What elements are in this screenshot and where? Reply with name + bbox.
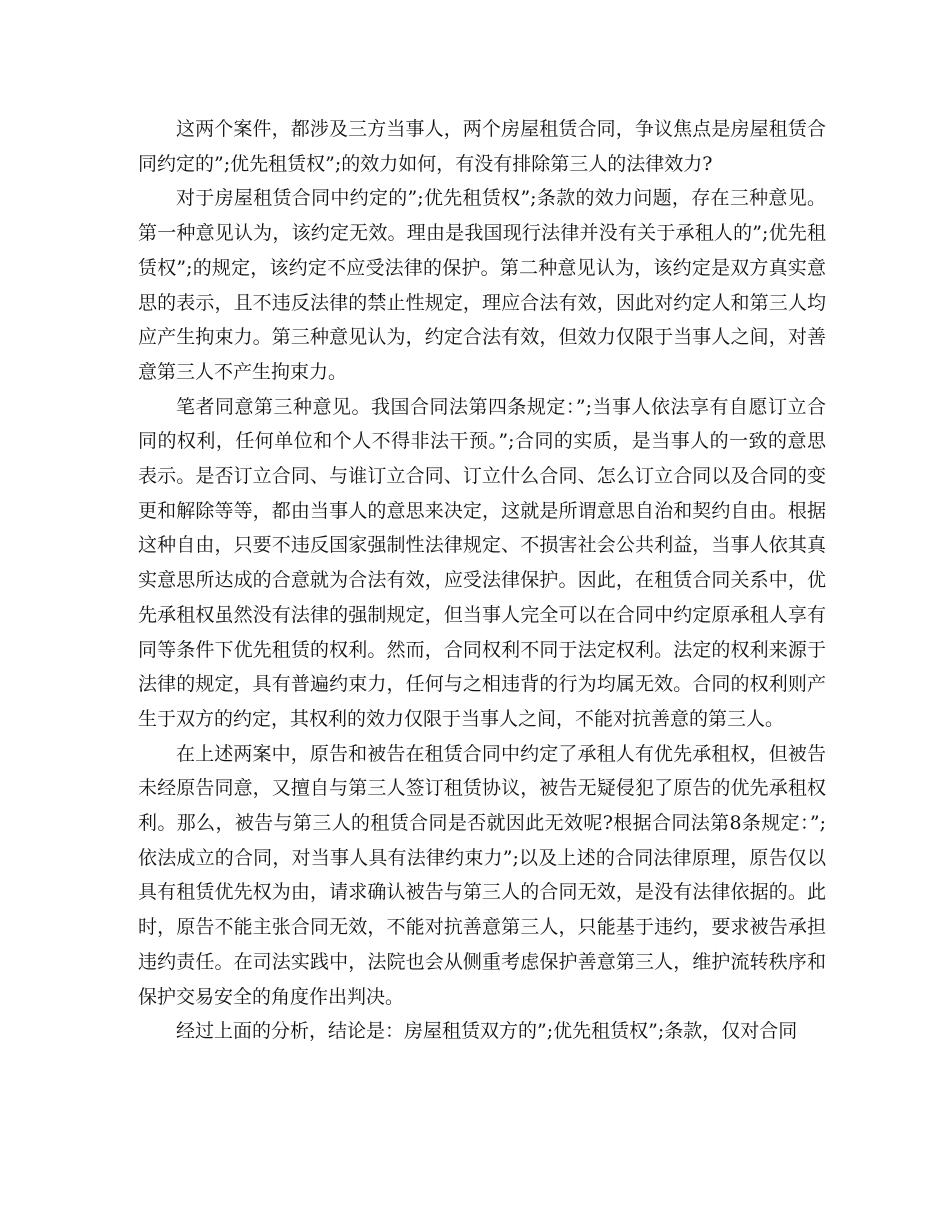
document-body: [138, 112, 826, 1049]
paragraph-conclusion: 经过上面的分析，结论是：房屋租赁双方的”;优先租赁权”;条款，仅对合同: [176, 1020, 798, 1043]
paragraph-case-analysis: 在上述两案中，原告和被告在租赁合同中约定了承租人有优先承租权，但被告未经原告同意，又擅自与第三人签订租赁协议，被告无疑侵犯了原告的优先承租权利。那么，被告与第三人的租赁合同是否就因此无效呢?根据合同法第8条规定：”;依法成立的合同，对当事人具有法律约束力”;以及上述的合同法律原理，原告仅以具有租赁优先权为由，请求确认被告与第三人的合同无效，是没有法律依据的。此时，原告不能主张合同无效，不能对抗善意第三人，只能基于违约，要求被告承担违约责任。在司法实践中，法院也会从侧重考虑保护善意第三人，维护流转秩序和保护交易安全的角度作出判决。: [138, 742, 826, 1008]
paragraph-case-question: 这两个案件，都涉及三方当事人，两个房屋租赁合同，争议焦点是房屋租赁合同约定的”;优先租赁权”;的效力如何，有没有排除第三人的法律效力?: [138, 118, 826, 175]
paragraph-author-view: 笔者同意第三种意见。我国合同法第四条规定：”;当事人依法享有自愿订立合同的权利，任何单位和个人不得非法干预。”;合同的实质，是当事人的一致的意思表示。是否订立合同、与谁订立合同、订立什么合同、怎么订立合同以及合同的变更和解除等等，都由当事人的意思来决定，这就是所谓意思自治和契约自由。根据这种自由，只要不违反国家强制性法律规定、不损害社会公共利益，当事人依其真实意思所达成的合意就为合法有效，应受法律保护。因此，在租赁合同关系中，优先承租权虽然没有法律的强制规定，但当事人完全可以在合同中约定原承租人享有同等条件下优先租赁的权利。然而，合同权利不同于法定权利。法定的权利来源于法律的规定，具有普遍约束力，任何与之相违背的行为均属无效。合同的权利则产生于双方的约定，其权利的效力仅限于当事人之间，不能对抗善意的第三人。: [138, 395, 826, 730]
paragraph-three-opinions: 对于房屋租赁合同中约定的”;优先租赁权”;条款的效力问题，存在三种意见。第一种意见认为，该约定无效。理由是我国现行法律并没有关于承租人的”;优先租赁权”;的规定，该约定不应受法律的保护。第二种意见认为，该约定是双方真实意思的表示，且不违反法律的禁止性规定，理应合法有效，因此对约定人和第三人均应产生拘束力。第三种意见认为，约定合法有效，但效力仅限于当事人之间，对善意第三人不产生拘束力。: [138, 187, 826, 383]
